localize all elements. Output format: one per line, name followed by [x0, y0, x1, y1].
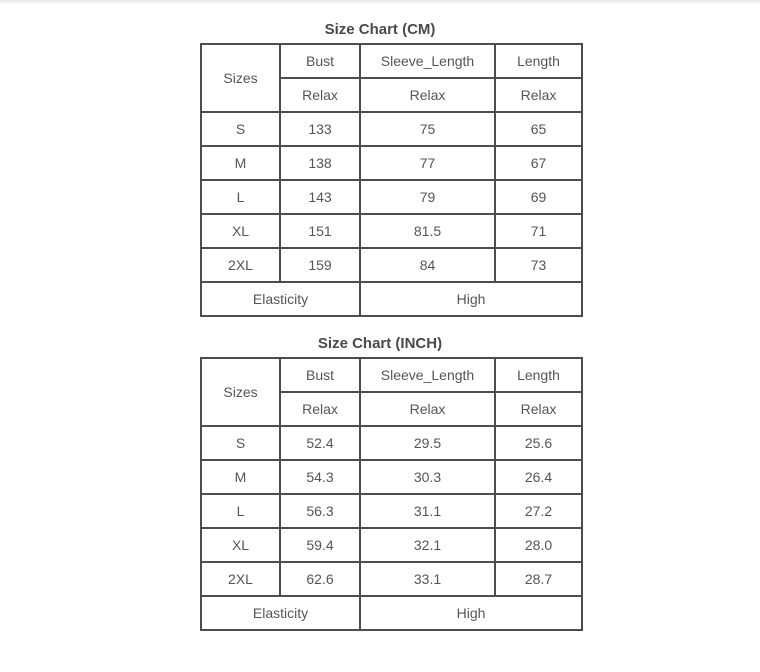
sleeve-length-cell: 32.1 [360, 528, 495, 562]
table-row [201, 214, 582, 248]
length-cell: 25.6 [495, 426, 582, 460]
size-cell: XL [201, 214, 280, 248]
size-cell: M [201, 146, 280, 180]
elasticity-row [201, 596, 582, 630]
table-row [201, 248, 582, 282]
sleeve-length-header: Sleeve_Length [360, 358, 495, 392]
sleeve-length-cell: 79 [360, 180, 495, 214]
length-cell: 73 [495, 248, 582, 282]
sleeve-length-cell: 81.5 [360, 214, 495, 248]
elasticity-label: Elasticity [201, 596, 360, 630]
bust-cell: 59.4 [280, 528, 360, 562]
length-cell: 28.7 [495, 562, 582, 596]
table-row [201, 528, 582, 562]
length-subheader: Relax [495, 78, 582, 112]
sleeve-length-subheader: Relax [360, 78, 495, 112]
length-subheader: Relax [495, 392, 582, 426]
bust-subheader: Relax [280, 78, 360, 112]
size-cell: 2XL [201, 562, 280, 596]
bust-cell: 133 [280, 112, 360, 146]
bust-cell: 138 [280, 146, 360, 180]
length-cell: 65 [495, 112, 582, 146]
bust-cell: 54.3 [280, 460, 360, 494]
sleeve-length-subheader: Relax [360, 392, 495, 426]
length-cell: 27.2 [495, 494, 582, 528]
size-cell: S [201, 112, 280, 146]
header-row [201, 44, 582, 78]
size-cell: L [201, 494, 280, 528]
size-cell: M [201, 460, 280, 494]
header-row [201, 358, 582, 392]
size-chart-inch-title: Size Chart (INCH) [317, 335, 443, 352]
size-cell: XL [201, 528, 280, 562]
size-chart-cm-table [200, 43, 583, 317]
table-row [201, 562, 582, 596]
table-row [201, 460, 582, 494]
size-cell: S [201, 426, 280, 460]
length-cell: 69 [495, 180, 582, 214]
table-row [201, 180, 582, 214]
bust-cell: 143 [280, 180, 360, 214]
table-row [201, 494, 582, 528]
sleeve-length-cell: 30.3 [360, 460, 495, 494]
bust-cell: 159 [280, 248, 360, 282]
sleeve-length-header: Sleeve_Length [360, 44, 495, 78]
table-row [201, 426, 582, 460]
sleeve-length-cell: 29.5 [360, 426, 495, 460]
elasticity-value: High [360, 596, 582, 630]
bust-cell: 52.4 [280, 426, 360, 460]
size-chart-cm-title: Size Chart (CM) [324, 21, 436, 38]
sleeve-length-cell: 77 [360, 146, 495, 180]
size-cell: L [201, 180, 280, 214]
size-cell: 2XL [201, 248, 280, 282]
sleeve-length-cell: 75 [360, 112, 495, 146]
length-header: Length [495, 358, 582, 392]
bust-cell: 151 [280, 214, 360, 248]
elasticity-label: Elasticity [201, 282, 360, 316]
bust-header: Bust [280, 358, 360, 392]
length-header: Length [495, 44, 582, 78]
table-row [201, 146, 582, 180]
length-cell: 28.0 [495, 528, 582, 562]
bust-subheader: Relax [280, 392, 360, 426]
sizes-header: Sizes [201, 44, 280, 112]
size-chart-inch-table [200, 357, 583, 631]
sleeve-length-cell: 33.1 [360, 562, 495, 596]
length-cell: 67 [495, 146, 582, 180]
sleeve-length-cell: 31.1 [360, 494, 495, 528]
elasticity-value: High [360, 282, 582, 316]
length-cell: 26.4 [495, 460, 582, 494]
bust-cell: 56.3 [280, 494, 360, 528]
sleeve-length-cell: 84 [360, 248, 495, 282]
length-cell: 71 [495, 214, 582, 248]
sizes-header: Sizes [201, 358, 280, 426]
table-row [201, 112, 582, 146]
bust-cell: 62.6 [280, 562, 360, 596]
bust-header: Bust [280, 44, 360, 78]
elasticity-row [201, 282, 582, 316]
top-divider [0, 0, 760, 5]
